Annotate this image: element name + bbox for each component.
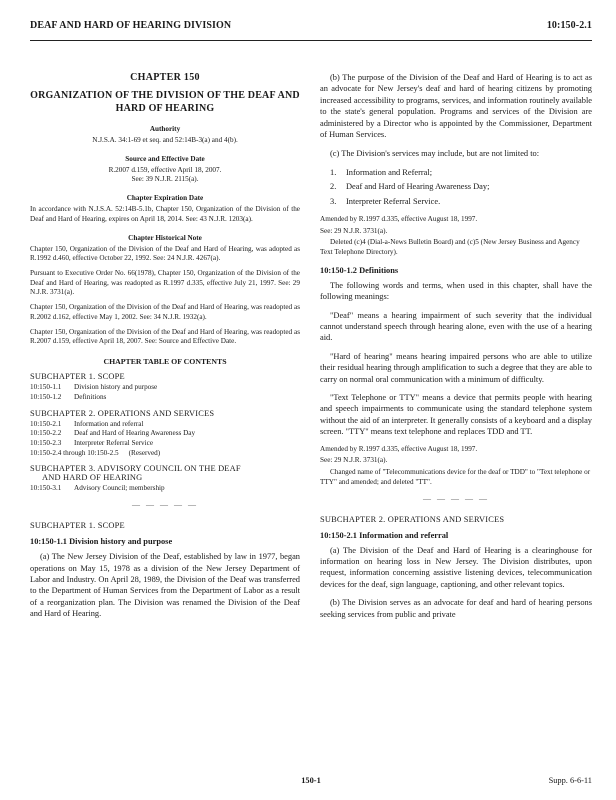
toc-item [30,420,300,430]
toc-list-2 [30,420,300,459]
toc-item-number: 10:150-2.2 [30,429,62,438]
toc-item-label: Advisory Council; membership [74,484,165,493]
definitions-intro: The following words and terms, when used in this chapter, shall have the following meanings: [320,280,592,302]
toc-item-label: Interpreter Referral Service [74,438,154,447]
toc-item [30,393,300,403]
toc-item-number: 10:150-2.1 [30,419,62,428]
right-column [320,62,592,627]
definition-hard-of-hearing: "Hard of hearing" means hearing impaired persons who are able to utilize their residual hearing through amplification to such a degree that they are able to carry on normal oral communication with a minimum of difficulty. [320,351,592,384]
source-text-1: R.2007 d.159, effective April 18, 2007. [108,165,222,174]
toc-subchapter-3-cont: AND HARD OF HEARING [42,473,143,483]
toc-item-number: 10:150-2.4 through 10:150-2.5 [30,448,119,457]
expiration-text: In accordance with N.J.S.A. 52:14B-5.1b, Chapter 150, Organization of the Division of the Deaf and Hard of Hearing, expires on April 18, 2014. See: 43 N.J.R. 1203(a). [30,205,300,223]
authority-text: N.J.S.A. 34:1-69 et seq. and 52:14B-3(a) and 4(b). [92,136,238,144]
toc-list-3 [30,484,300,494]
chapter-number: CHAPTER 150 [130,72,200,83]
toc-subchapter-1: SUBCHAPTER 1. SCOPE [30,372,125,382]
definition-deaf: "Deaf" means a hearing impairment of such severity that the individual cannot understand speech through hearing alone, even with the use of a hearing aid. [320,310,592,343]
source-heading: Source and Effective Date [125,154,205,163]
amendment-note: Amended by R.1997 d.335, effective August 18, 1997. [320,444,478,453]
toc-item-label: (Reserved) [128,448,161,457]
toc-subchapter-2: SUBCHAPTER 2. OPERATIONS AND SERVICES [30,408,215,418]
amendment-note: See: 29 N.J.R. 3731(a). [320,456,388,465]
toc-list-1 [30,383,300,402]
running-header [30,20,592,31]
subchapter-heading: SUBCHAPTER 2. OPERATIONS AND SERVICES [320,514,505,524]
section-divider: — — — — — [423,493,489,503]
list-item-label: Interpreter Referral Service. [346,196,441,206]
history-note-3: Chapter 150, Organization of the Division of the Deaf and Hard of Hearing, was readopted as R.2002 d.162, effective May 1, 2002. See: 34 N.J.R. 1932(a). [30,303,300,321]
section-heading-definitions: 10:150-1.2 Definitions [320,265,399,275]
toc-title: CHAPTER TABLE OF CONTENTS [103,357,227,367]
subchapter-heading: SUBCHAPTER 1. SCOPE [30,521,125,531]
history-note-1: Chapter 150, Organization of the Division of the Deaf and Hard of Hearing, was adopted as R.1992 d.460, effective October 22, 1992. See: 24 N.J.R. 4267(a). [30,244,300,263]
header-section-number: 10:150-2.1 [546,20,592,31]
section-heading: 10:150-1.1 Division history and purpose [30,537,173,547]
list-item [330,195,592,209]
toc-item [30,439,300,449]
header-title: DEAF AND HARD OF HEARING DIVISION [30,20,232,31]
section-heading-information: 10:150-2.1 Information and referral [320,530,449,540]
paragraph-2a: (a) The Division of the Deaf and Hard of Hearing is a clearinghouse for information on hearing loss in New Jersey. The Division distributes, upon request, information concerning assistive listening devices, telecommunication devices for the deaf, sign language, captioning, and other relevant topics. [320,545,592,589]
toc-item-label: Deaf and Hard of Hearing Awareness Day [74,429,196,438]
source-text-2: See: 39 N.J.R. 2115(a). [131,175,199,184]
chapter-title: ORGANIZATION OF THE DIVISION OF THE DEAF AND HARD OF HEARING [30,90,300,114]
list-item-number: 3. [330,196,337,206]
amendment-note: See: 29 N.J.R. 3731(a). [320,226,388,235]
amendment-note: Deleted (c)4 (Dial-a-News Bulletin Board) and (c)5 (New Jersey Business and Agency Text Telephone Directory). [320,238,580,256]
amendment-note: Changed name of "Telecommunications device for the deaf or TDD" to "Text telephone or TTY" and amended; and deleted "TT". [320,468,591,486]
toc-item-label: Information and referral [74,419,144,428]
list-item-label: Deaf and Hard of Hearing Awareness Day; [346,182,490,192]
toc-item [30,429,300,439]
list-item [330,180,592,194]
paragraph-c: (c) The Division's services may include, but are not limited to: [330,148,540,158]
list-item-number: 2. [330,182,337,192]
header-rule [30,40,592,41]
supplement-date: Supp. 6-6-11 [548,776,592,785]
history-note-4: Chapter 150, Organization of the Division of the Deaf and Hard of Hearing, was readopted as R.2007 d.159, effective April 18, 2007. See: Source and Effective Date. [30,327,300,346]
paragraph-a: (a) The New Jersey Division of the Deaf, established by law in 1977, began operations on May 15, 1978 as a division of the New Jersey Department of Labor and Industry. On April 28, 1989, the Division of the Deaf was transferred to the Department of Human Services from the Department of Labor as a result of a reorganization plan. The Division was renamed the Division of the Deaf and Hard of Hearing. [30,552,300,619]
page-number: 150-1 [301,776,321,785]
toc-subchapter-3: SUBCHAPTER 3. ADVISORY COUNCIL ON THE DEAF [30,464,241,474]
amendment-note: Amended by R.1997 d.335, effective August 18, 1997. [320,214,478,223]
list-item-number: 1. [330,167,337,177]
paragraph-2b: (b) The Division serves as an advocate for deaf and hard of hearing persons seeking services from public and private [320,598,592,619]
section-divider: — — — — — [132,500,198,510]
toc-item [30,449,300,459]
toc-item-number: 10:150-2.3 [30,438,62,447]
authority-heading: Authority [149,125,181,133]
toc-item [30,383,300,393]
expiration-heading: Chapter Expiration Date [126,194,204,203]
definition-tty: "Text Telephone or TTY" means a device that permits people with hearing and speech impairments to communicate using the standard telephone system without the aid of an interpreter. It generally consists of a keyboard and a display screen. "TTY" means text telephone and replaces TDD and TT. [320,393,592,437]
toc-item [30,484,300,494]
toc-item-label: Definitions [74,392,107,401]
toc-item-number: 10:150-1.1 [30,383,62,392]
services-list [320,166,592,209]
left-column [30,62,300,627]
history-note-2: Pursuant to Executive Order No. 66(1978), Chapter 150, Organization of the Division of the Deaf and Hard of Hearing, was readopted as R.1997 d.335, effective July 21, 1997. See: 29 N.J.R. 3731(a). [30,269,300,297]
list-item-label: Information and Referral; [346,167,433,177]
history-heading: Chapter Historical Note [128,233,202,242]
toc-item-number: 10:150-3.1 [30,484,62,493]
list-item [330,166,592,180]
paragraph-b: (b) The purpose of the Division of the Deaf and Hard of Hearing is to act as an advocate for New Jersey's deaf and hard of hearing citizens by promoting increased accessibility to programs, services, and information routinely available to the state's general population. Programs and services of the Division are administered by a Director who is appointed by the Commissioner, Department of Human Services. [320,73,592,140]
toc-item-label: Division history and purpose [74,383,158,392]
toc-item-number: 10:150-1.2 [30,392,62,401]
